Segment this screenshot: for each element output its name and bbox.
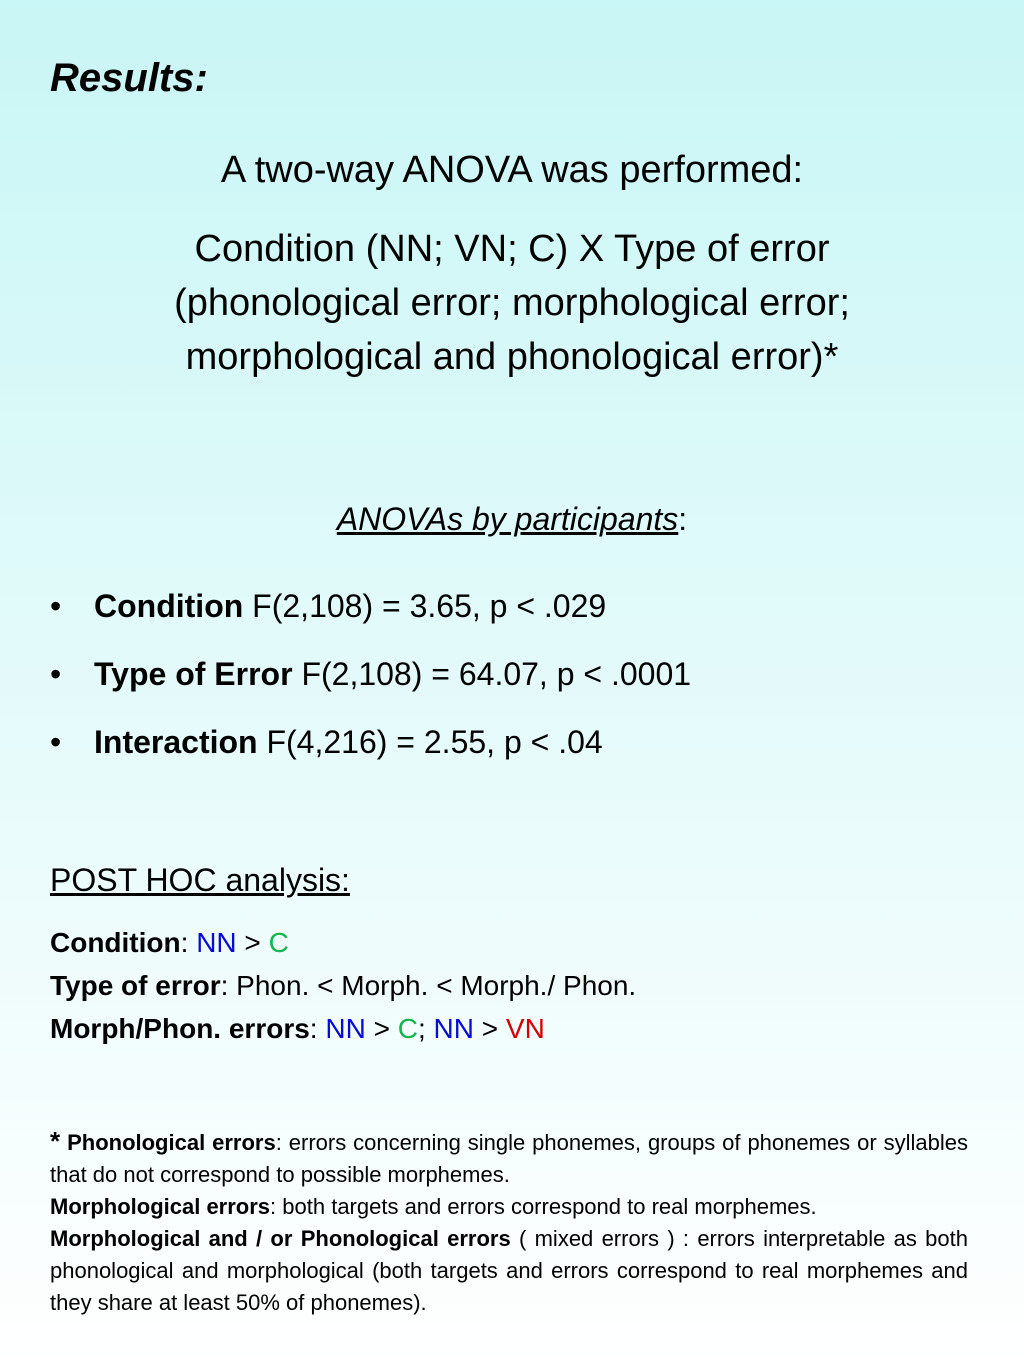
anova-stat: F(2,108) = 3.65, p < .029 <box>243 588 607 624</box>
c-label: C <box>268 927 289 958</box>
footnote-phonological <box>50 1125 968 1191</box>
bullet-icon: • <box>50 588 62 624</box>
anova-term: Interaction <box>94 724 258 760</box>
footnote-text: ( mixed errors ) : errors interpretable as both phonological and morphological (both targets and errors correspond to real morphemes and they share at least 50% of phonemes). <box>50 1226 968 1315</box>
comparison-op: > <box>473 1013 506 1044</box>
footnote <box>50 1125 968 1319</box>
anova-stat: F(2,108) = 64.07, p < .0001 <box>292 656 692 692</box>
footnote-star: * <box>50 1126 61 1156</box>
footnote-text: : errors concerning single phonemes, groups of phonemes or syllables that do not correspond to possible morphemes. <box>50 1130 968 1187</box>
posthoc-text: : Phon. < Morph. < Morph./ Phon. <box>220 970 637 1001</box>
footnote-label: Morphological errors <box>50 1194 271 1219</box>
anova-heading-suffix: : <box>678 501 688 537</box>
nn-label: NN <box>433 1013 474 1044</box>
bullet-icon: • <box>50 724 62 760</box>
posthoc-sep: : <box>180 927 197 958</box>
posthoc-heading: POST HOC analysis: <box>50 862 350 898</box>
subtitle: A two-way ANOVA was performed: <box>220 149 804 191</box>
posthoc-type-of-error <box>50 970 636 1002</box>
anova-heading-label: ANOVAs by participants <box>336 501 679 537</box>
anova-result-condition <box>50 588 606 625</box>
posthoc-label: Type of error <box>50 970 221 1001</box>
anova-stat: F(4,216) = 2.55, p < .04 <box>257 724 603 760</box>
posthoc-label: Condition <box>50 927 181 958</box>
anova-heading <box>0 492 1024 546</box>
footnote-morphological <box>50 1191 968 1223</box>
posthoc-label: Morph/Phon. errors <box>50 1013 310 1044</box>
bullet-icon: • <box>50 656 62 692</box>
vn-label: VN <box>505 1013 545 1044</box>
design-line: morphological and phonological error)* <box>185 336 839 378</box>
footnote-text: : both targets and errors correspond to real morphemes. <box>270 1194 817 1219</box>
footnote-label: Phonological errors <box>67 1130 276 1155</box>
posthoc-condition <box>50 927 289 959</box>
anova-term: Type of Error <box>94 656 293 692</box>
posthoc-sep: : <box>309 1013 326 1044</box>
posthoc-morph-phon <box>50 1013 545 1045</box>
c-label: C <box>397 1013 418 1044</box>
footnote-label: Morphological and / or Phonological errors <box>50 1226 511 1251</box>
anova-term: Condition <box>94 588 244 624</box>
design-description <box>0 222 1024 384</box>
semicolon: ; <box>417 1013 434 1044</box>
page-title: Results: <box>50 56 208 100</box>
design-line: Condition (NN; VN; C) X Type of error <box>194 228 830 270</box>
nn-label: NN <box>325 1013 366 1044</box>
design-line: (phonological error; morphological error; <box>174 282 850 324</box>
comparison-op: > <box>236 927 269 958</box>
footnote-mixed <box>50 1223 968 1319</box>
comparison-op: > <box>365 1013 398 1044</box>
anova-result-type-of-error <box>50 656 691 693</box>
anova-result-interaction <box>50 724 603 761</box>
nn-label: NN <box>196 927 237 958</box>
